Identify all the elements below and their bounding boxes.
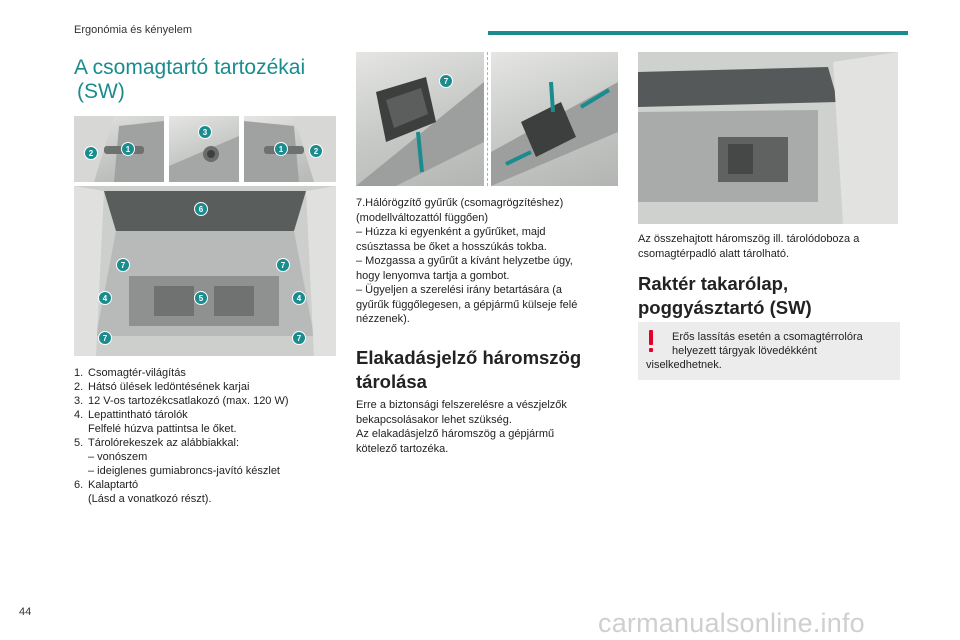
page-number: 44 bbox=[19, 606, 32, 618]
photo-boot-levers-right bbox=[244, 116, 336, 182]
photo-boot-overview bbox=[74, 186, 336, 356]
callout-badge: 7 bbox=[116, 258, 130, 272]
callout-badge: 7 bbox=[98, 331, 112, 345]
header-accent-bar bbox=[488, 31, 908, 35]
photo-divider bbox=[487, 52, 488, 186]
accessory-list bbox=[74, 366, 336, 506]
callout-badge: 7 bbox=[439, 74, 453, 88]
photo-net-rings-right bbox=[491, 52, 618, 186]
list-item: 2. Hátsó ülések ledöntésének karjai bbox=[74, 381, 250, 393]
photo-boot-levers-left bbox=[74, 116, 164, 182]
callout-badge: 2 bbox=[84, 146, 98, 160]
header-section-title: Ergonómia és kényelem bbox=[74, 24, 193, 36]
callout-badge: 1 bbox=[121, 142, 135, 156]
heading-luggage-cover: Raktér takarólap, poggyásztartó (SW) bbox=[638, 273, 812, 318]
callout-badge: 4 bbox=[98, 291, 112, 305]
callout-badge: 6 bbox=[194, 202, 208, 216]
photo-net-rings-left bbox=[356, 52, 484, 186]
callout-badge: 1 bbox=[274, 142, 288, 156]
heading-warning-triangle: Elakadásjelző háromszög tárolása bbox=[356, 347, 582, 392]
list-item: 4. Lepattintható tárolók bbox=[74, 409, 188, 421]
triangle-storage-caption: Az összehajtott háromszög ill. tárolódoboza a csomagtérpadló alatt tárolható. bbox=[638, 233, 860, 260]
section-title: A csomagtartó tartozékai (SW) bbox=[74, 56, 306, 103]
callout-badge: 7 bbox=[292, 331, 306, 345]
warning-text: Erős lassítás esetén a csomagtérrolóra helyezett tárgyak lövedékként viselkedhetnek. bbox=[646, 331, 863, 371]
list-item: (Lásd a vonatkozó részt). bbox=[88, 493, 212, 505]
net-rings-description: 7.Hálórögzítő gyűrűk (csomagrögzítéshez) (modellváltozattól függően) – Húzza ki egyenként a gyűrűket, majd csúsztassa be őket a hosszúkás tokba. – Mozgassa a gyűrűt a kívánt helyzetbe úgy, hogy lenyomva tartja a gombot. – Ügyeljen a szerelési irány betartására (a gyűrűk függőlegesen, a gépjármű külseje felé nézzenek). bbox=[356, 197, 578, 325]
photo-boot-floor-storage bbox=[638, 52, 898, 224]
callout-badge: 2 bbox=[309, 144, 323, 158]
list-item: – vonószem bbox=[88, 451, 148, 463]
callout-badge: 5 bbox=[194, 291, 208, 305]
watermark: carmanualsonline.info bbox=[598, 608, 865, 638]
callout-badge: 4 bbox=[292, 291, 306, 305]
list-item: – ideiglenes gumiabroncs-javító készlet bbox=[88, 465, 280, 477]
list-item: 5. Tárolórekeszek az alábbiakkal: bbox=[74, 437, 240, 449]
list-item: 6. Kalaptartó bbox=[74, 479, 139, 491]
list-item: 3. 12 V-os tartozékcsatlakozó (max. 120 W) bbox=[74, 395, 289, 407]
callout-badge: 7 bbox=[276, 258, 290, 272]
warning-box bbox=[638, 322, 900, 380]
callout-badge: 3 bbox=[198, 125, 212, 139]
warning-triangle-text: Erre a biztonsági felszerelésre a vészjelzők bekapcsolásakor lehet szükség. Az elakadásjelző háromszög a gépjármű kötelező tartozéka. bbox=[356, 399, 567, 455]
list-item: 1. Csomagtér-világítás bbox=[74, 367, 186, 379]
list-item: Felfelé húzva pattintsa le őket. bbox=[88, 423, 237, 435]
photo-12v-socket bbox=[169, 116, 239, 182]
column-1 bbox=[74, 56, 336, 104]
